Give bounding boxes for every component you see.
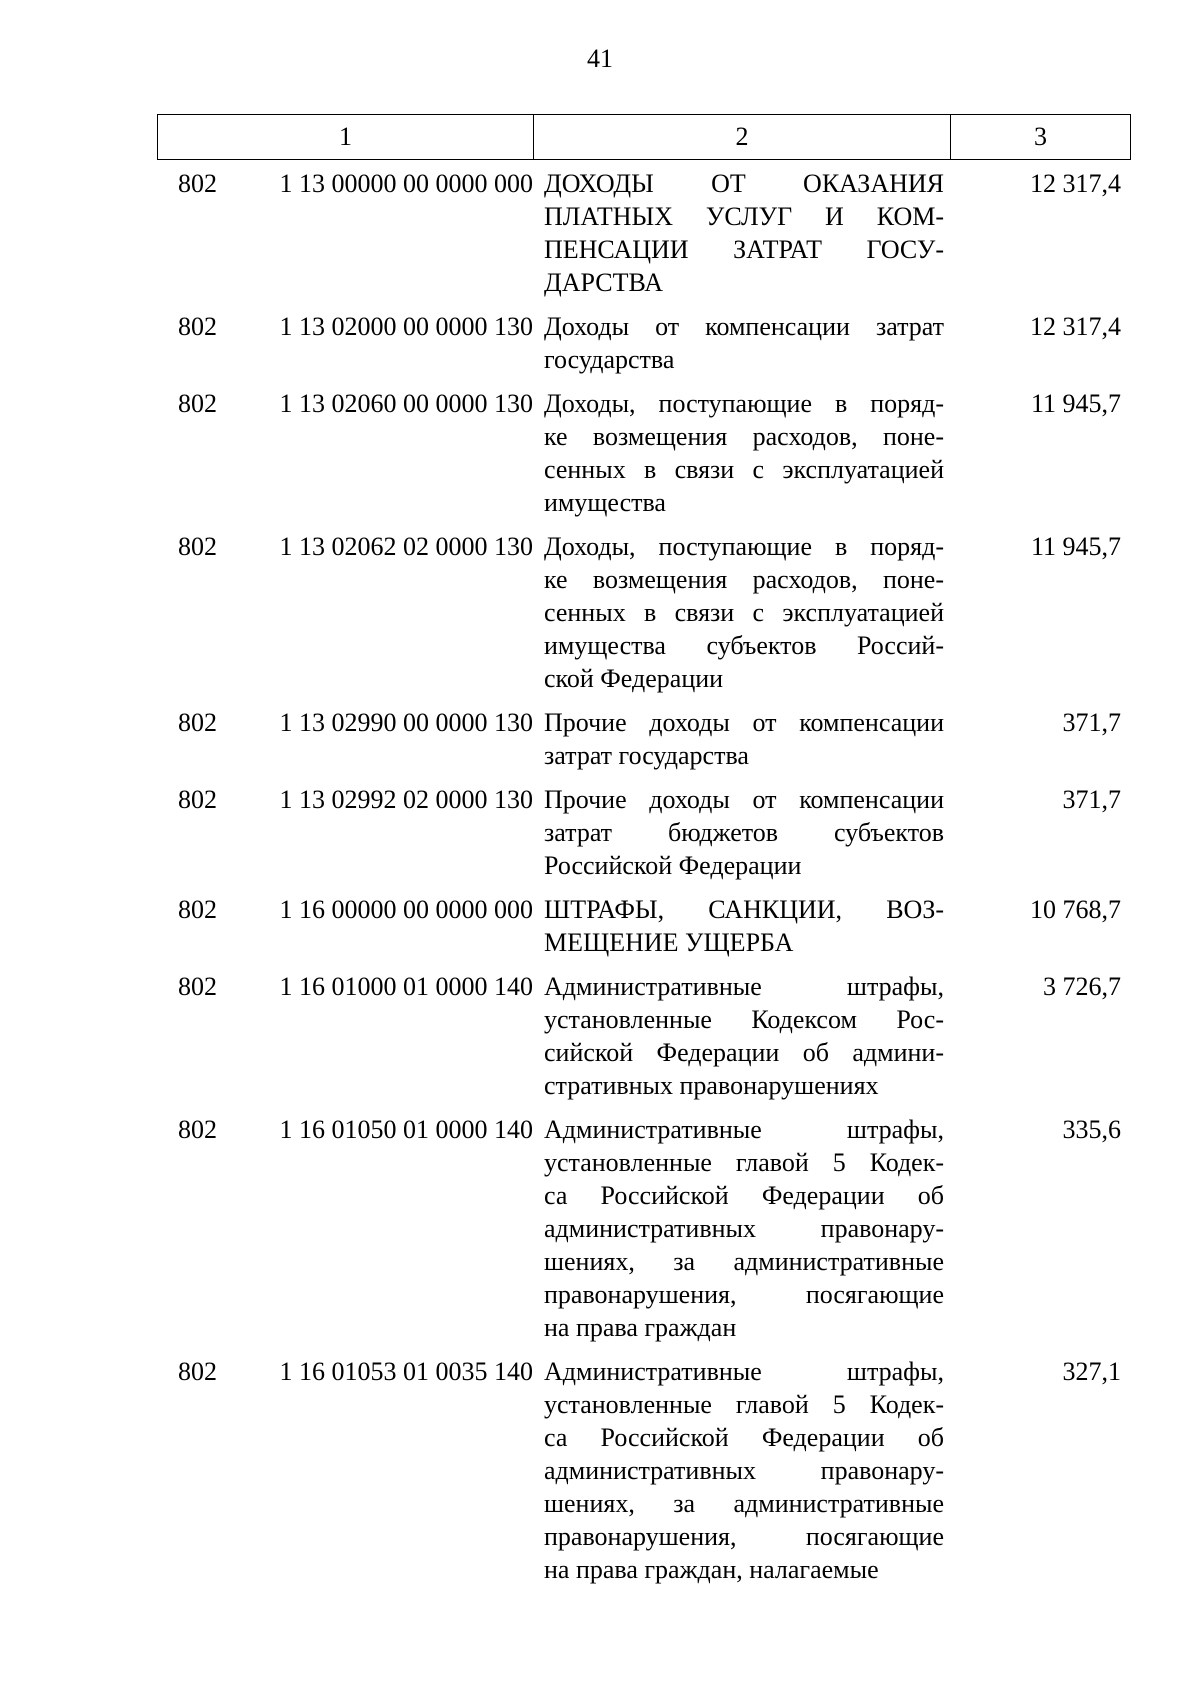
income-name-line: Административные штрафы, (544, 1357, 944, 1386)
classification-code-cell: 1 13 02060 00 0000 130 (279, 389, 533, 418)
income-name-line: шениях, за административные (544, 1247, 944, 1276)
income-name-cell (533, 310, 950, 376)
classification-code-cell: 1 16 01050 01 0000 140 (279, 1115, 533, 1144)
column-header-1: 1 (158, 115, 534, 159)
income-name-line: имущества субъектов Россий- (544, 631, 944, 660)
amount-cell: 12 317,4 (1030, 312, 1121, 341)
amount-cell: 327,1 (1062, 1357, 1121, 1386)
admin-code-cell: 802 (178, 895, 217, 924)
income-name-line: Прочие доходы от компенсации (544, 785, 944, 814)
income-name-line: установленные главой 5 Кодек- (544, 1390, 944, 1419)
admin-code-cell: 802 (178, 708, 217, 737)
classification-code-cell: 1 16 00000 00 0000 000 (279, 895, 533, 924)
amount-cell: 371,7 (1062, 785, 1121, 814)
income-name-line: установленные главой 5 Кодек- (544, 1148, 944, 1177)
amount-cell: 11 945,7 (1030, 389, 1121, 418)
income-name-line: ке возмещения расходов, поне- (544, 422, 944, 451)
income-name-line: на права граждан, налагаемые (544, 1555, 879, 1584)
table-row (157, 530, 1131, 695)
income-name-line: на права граждан (544, 1313, 737, 1342)
income-name-cell (533, 893, 950, 959)
income-name-cell (533, 706, 950, 772)
table-row (157, 387, 1131, 519)
amount-cell: 3 726,7 (1043, 972, 1121, 1001)
admin-code-cell: 802 (178, 785, 217, 814)
amount-cell: 10 768,7 (1030, 895, 1121, 924)
table-row (157, 1113, 1131, 1344)
amount-cell: 335,6 (1062, 1115, 1121, 1144)
table-header (157, 114, 1131, 160)
admin-code-cell: 802 (178, 1357, 217, 1386)
income-name-line: ШТРАФЫ, САНКЦИИ, ВОЗ- (544, 895, 944, 924)
table-row (157, 893, 1131, 959)
income-name-line: са Российской Федерации об (544, 1181, 944, 1210)
page-number: 41 (587, 44, 613, 73)
admin-code-cell: 802 (178, 389, 217, 418)
income-name-line: Административные штрафы, (544, 1115, 944, 1144)
income-name-line: административных правонару- (544, 1214, 944, 1243)
income-name-line: правонарушения, посягающие (544, 1522, 944, 1551)
admin-code-cell: 802 (178, 312, 217, 341)
column-header-3: 3 (1034, 122, 1047, 151)
income-name-line: ке возмещения расходов, поне- (544, 565, 944, 594)
income-name-line: стративных правонарушениях (544, 1071, 879, 1100)
table-row (157, 167, 1131, 299)
income-name-line: МЕЩЕНИЕ УЩЕРБА (544, 928, 794, 957)
income-name-cell (533, 970, 950, 1102)
income-name-cell (533, 387, 950, 519)
income-name-line: ДОХОДЫ ОТ ОКАЗАНИЯ (544, 169, 944, 198)
classification-code-cell: 1 13 02062 02 0000 130 (279, 532, 533, 561)
income-name-line: ской Федерации (544, 664, 724, 693)
amount-cell: 12 317,4 (1030, 169, 1121, 198)
table-row (157, 706, 1131, 772)
classification-code-cell: 1 16 01000 01 0000 140 (279, 972, 533, 1001)
classification-code-cell: 1 13 02992 02 0000 130 (279, 785, 533, 814)
income-name-line: Доходы от компенсации затрат (544, 312, 944, 341)
income-name-line: ПЕНСАЦИИ ЗАТРАТ ГОСУ- (544, 235, 944, 264)
income-name-cell (533, 783, 950, 882)
income-name-line: Административные штрафы, (544, 972, 944, 1001)
classification-code-cell: 1 13 02990 00 0000 130 (279, 708, 533, 737)
admin-code-cell: 802 (178, 169, 217, 198)
income-name-cell (533, 530, 950, 695)
classification-code-cell: 1 13 00000 00 0000 000 (279, 169, 533, 198)
income-name-cell (533, 1113, 950, 1344)
income-name-line: са Российской Федерации об (544, 1423, 944, 1452)
amount-cell: 11 945,7 (1030, 532, 1121, 561)
classification-code-cell: 1 13 02000 00 0000 130 (279, 312, 533, 341)
income-name-line: затрат бюджетов субъектов (544, 818, 944, 847)
income-name-line: затрат государства (544, 741, 749, 770)
income-name-line: сенных в связи с эксплуатацией (544, 598, 944, 627)
table-row (157, 1355, 1131, 1586)
income-name-line: административных правонару- (544, 1456, 944, 1485)
income-name-line: Российской Федерации (544, 851, 802, 880)
income-name-line: Доходы, поступающие в поряд- (544, 389, 944, 418)
income-name-line: государства (544, 345, 675, 374)
income-name-cell (533, 167, 950, 299)
table-row (157, 310, 1131, 376)
income-name-line: сийской Федерации об админи- (544, 1038, 944, 1067)
admin-code-cell: 802 (178, 532, 217, 561)
classification-code-cell: 1 16 01053 01 0035 140 (279, 1357, 533, 1386)
income-name-line: Доходы, поступающие в поряд- (544, 532, 944, 561)
income-name-line: сенных в связи с эксплуатацией (544, 455, 944, 484)
column-header-2: 2 (534, 115, 951, 159)
amount-cell: 371,7 (1062, 708, 1121, 737)
income-name-line: ДАРСТВА (544, 268, 663, 297)
income-name-cell (533, 1355, 950, 1586)
admin-code-cell: 802 (178, 972, 217, 1001)
income-name-line: правонарушения, посягающие (544, 1280, 944, 1309)
table-row (157, 970, 1131, 1102)
income-name-line: Прочие доходы от компенсации (544, 708, 944, 737)
income-name-line: шениях, за административные (544, 1489, 944, 1518)
income-name-line: ПЛАТНЫХ УСЛУГ И КОМ- (544, 202, 944, 231)
table-body (157, 167, 1131, 1597)
table-row (157, 783, 1131, 882)
income-name-line: имущества (544, 488, 666, 517)
admin-code-cell: 802 (178, 1115, 217, 1144)
income-name-line: установленные Кодексом Рос- (544, 1005, 944, 1034)
